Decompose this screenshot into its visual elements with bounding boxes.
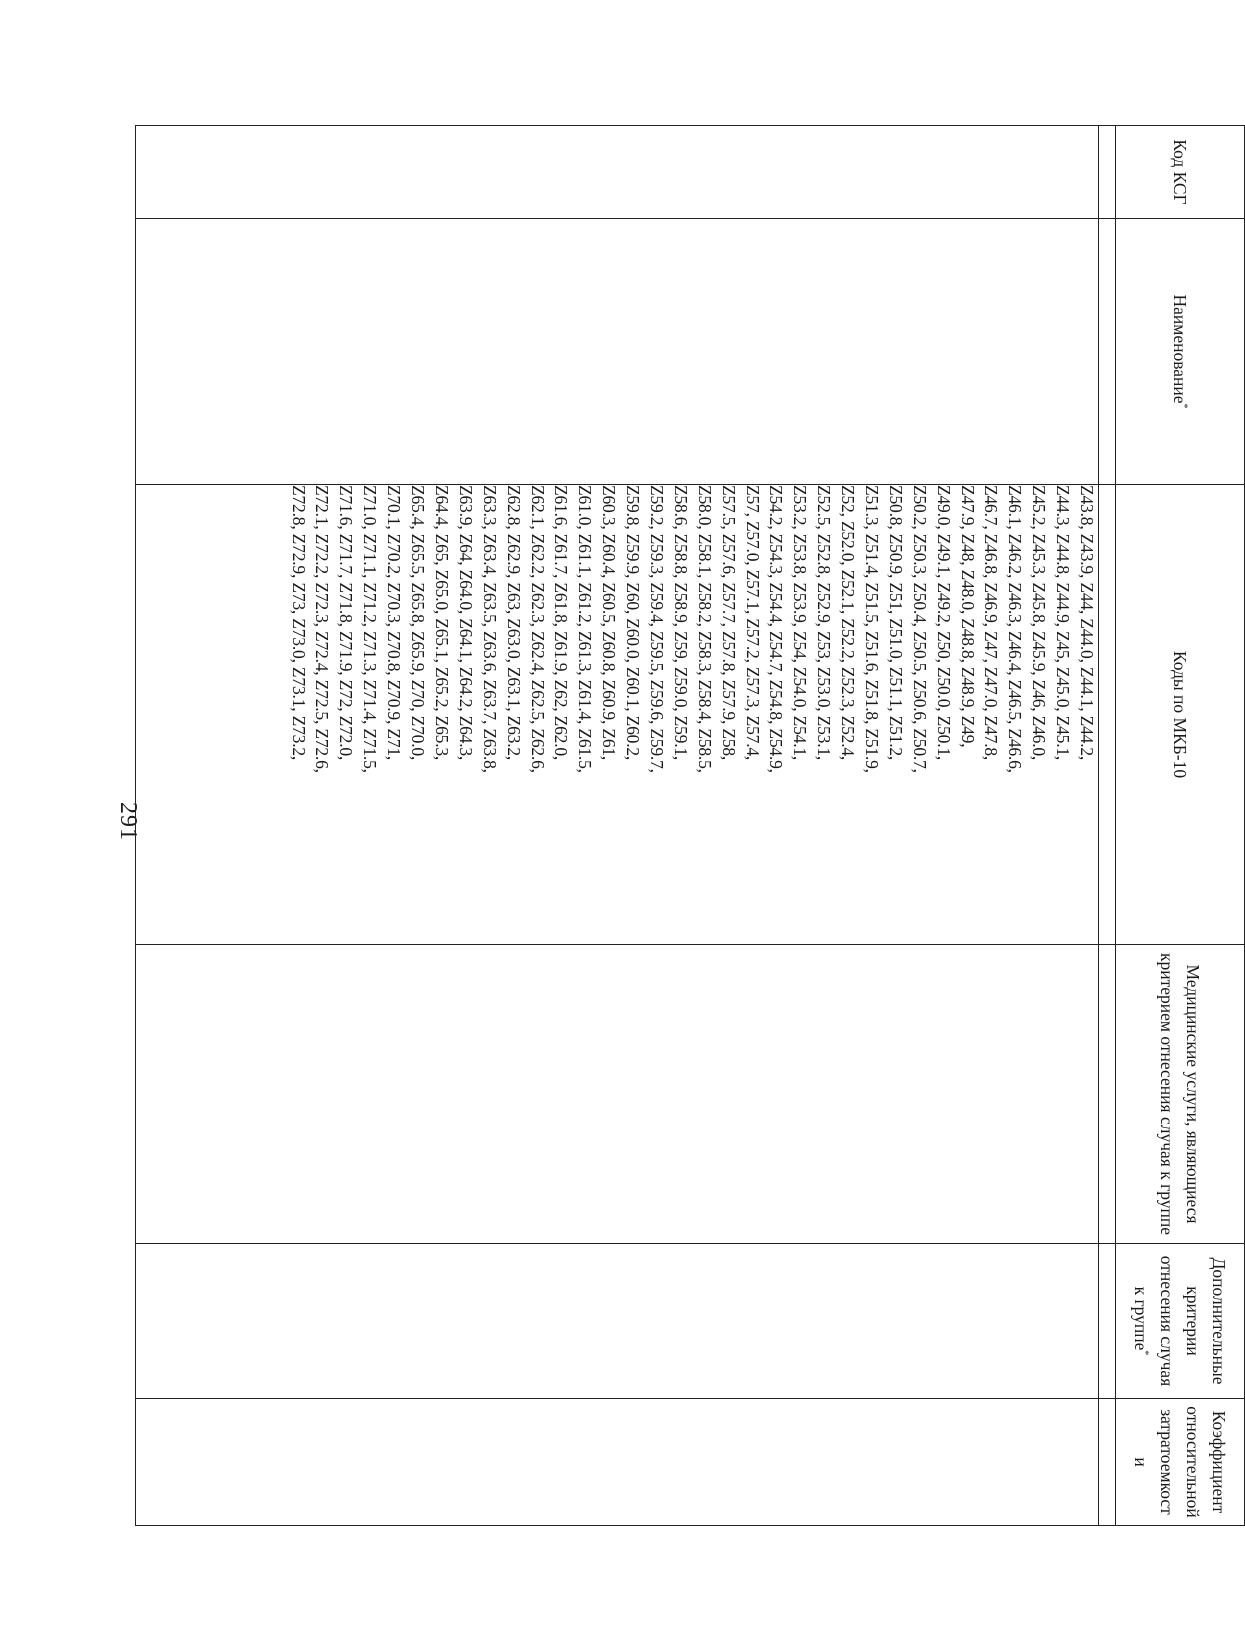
mkb-code-line: Z57, Z57.0, Z57.1, Z57.2, Z57.3, Z57.4, (742, 485, 763, 761)
header-services (1116, 945, 1245, 1244)
mkb-code-line: Z44.3, Z44.8, Z44.9, Z45, Z45.0, Z45.1, (1053, 485, 1074, 761)
header-name-footnote-mark: * (1177, 403, 1189, 409)
mkb-code-line: Z52, Z52.0, Z52.1, Z52.2, Z52.3, Z52.4, (838, 485, 859, 761)
coef-cell (136, 1399, 1099, 1526)
mkb-code-line: Z64.4, Z65, Z65.0, Z65.1, Z65.2, Z65.3, (431, 485, 452, 761)
mkb-code-line: Z54.2, Z54.3, Z54.4, Z54.7, Z54.8, Z54.9, (766, 485, 787, 773)
mkb-code-line: Z58.6, Z58.8, Z58.9, Z59, Z59.0, Z59.1, (670, 485, 691, 761)
header-ksg-code-text: Код КСГ (1170, 139, 1190, 205)
header-name-text: Наименование (1170, 294, 1190, 404)
mkb-code-line: Z52.5, Z52.8, Z52.9, Z53, Z53.0, Z53.1, (814, 485, 835, 761)
header-criteria-text: Дополнительные критерии отнесения случая к группе (1131, 1255, 1229, 1387)
mkb-code-line: Z50.2, Z50.3, Z50.4, Z50.5, Z50.6, Z50.7, (909, 485, 930, 773)
numbering-cell (1099, 485, 1116, 945)
mkb-code-line: Z61.6, Z61.7, Z61.8, Z61.9, Z62, Z62.0, (551, 485, 572, 761)
mkb-code-line: Z65.4, Z65.5, Z65.8, Z65.9, Z70, Z70.0, (408, 485, 429, 761)
mkb-code-line: Z59.8, Z59.9, Z60, Z60.0, Z60.1, Z60.2, (623, 485, 644, 761)
mkb-code-line: Z63.3, Z63.4, Z63.5, Z63.6, Z63.7, Z63.8, (479, 485, 500, 773)
mkb-code-line: Z43.8, Z43.9, Z44, Z44.0, Z44.1, Z44.2, (1077, 485, 1097, 761)
numbering-cell (1099, 1244, 1116, 1399)
header-coef (1116, 1399, 1245, 1526)
header-mkb-codes-text: Коды по МКБ-10 (1170, 650, 1190, 779)
mkb-code-line: Z72.1, Z72.2, Z72.3, Z72.4, Z72.5, Z72.6, (312, 485, 333, 773)
mkb-code-line: Z57.5, Z57.6, Z57.7, Z57.8, Z57.9, Z58, (718, 485, 739, 761)
header-criteria (1116, 1244, 1245, 1399)
mkb-code-line: Z58.0, Z58.1, Z58.2, Z58.3, Z58.4, Z58.5, (694, 485, 715, 773)
mkb-code-line: Z59.2, Z59.3, Z59.4, Z59.5, Z59.6, Z59.7, (646, 485, 667, 773)
ksg-table (135, 125, 1245, 1526)
mkb-code-line: Z46.1, Z46.2, Z46.3, Z46.4, Z46.5, Z46.6, (1005, 485, 1026, 773)
header-services-text: Медицинские услуги, являющиеся критерием отнесения случая к группе (1157, 952, 1203, 1236)
numbering-cell (1099, 219, 1116, 485)
mkb-code-line: Z45.2, Z45.3, Z45.8, Z45.9, Z46, Z46.0, (1029, 485, 1050, 761)
numbering-row (1099, 126, 1116, 1526)
mkb-code-line: Z53.2, Z53.8, Z53.9, Z54, Z54.0, Z54.1, (790, 485, 811, 761)
mkb-code-line: Z63.9, Z64, Z64.0, Z64.1, Z64.2, Z64.3, (455, 485, 476, 761)
mkb-code-line: Z47.9, Z48, Z48.0, Z48.8, Z48.9, Z49, (957, 485, 978, 748)
mkb-code-line: Z72.8, Z72.9, Z73, Z73.0, Z73.1, Z73.2, (288, 485, 309, 761)
mkb-code-line: Z70.1, Z70.2, Z70.3, Z70.8, Z70.9, Z71, (384, 485, 405, 761)
header-mkb-codes (1116, 485, 1245, 945)
header-name (1116, 219, 1245, 485)
header-ksg-code (1116, 126, 1245, 219)
mkb-code-line: Z49.0, Z49.1, Z49.2, Z50, Z50.0, Z50.1, (933, 485, 954, 761)
mkb-code-list (286, 485, 1098, 944)
mkb-code-line: Z62.1, Z62.2, Z62.3, Z62.4, Z62.5, Z62.6, (527, 485, 548, 773)
mkb-codes-cell (136, 485, 1099, 945)
services-cell (136, 945, 1099, 1244)
ksg-code-cell (136, 126, 1099, 219)
numbering-cell (1099, 126, 1116, 219)
mkb-code-line: Z71.0, Z71.1, Z71.2, Z71.3, Z71.4, Z71.5, (360, 485, 381, 773)
header-row (1116, 126, 1245, 1526)
page-number: 291 (115, 802, 141, 841)
mkb-code-line: Z71.6, Z71.7, Z71.8, Z71.9, Z72, Z72.0, (336, 485, 357, 761)
mkb-code-line: Z60.3, Z60.4, Z60.5, Z60.8, Z60.9, Z61, (599, 485, 620, 761)
name-cell (136, 219, 1099, 485)
criteria-cell (136, 1244, 1099, 1399)
numbering-cell (1099, 945, 1116, 1244)
mkb-code-line: Z46.7, Z46.8, Z46.9, Z47, Z47.0, Z47.8, (981, 485, 1002, 761)
mkb-code-line: Z61.0, Z61.1, Z61.2, Z61.3, Z61.4, Z61.5, (575, 485, 596, 773)
mkb-code-line: Z50.8, Z50.9, Z51, Z51.0, Z51.1, Z51.2, (885, 485, 906, 761)
header-coef-text: Коэффициент относительной затратоемкост и (1131, 1406, 1229, 1518)
numbering-cell (1099, 1399, 1116, 1526)
header-criteria-footnote-mark: * (1138, 1350, 1150, 1356)
table-row (136, 126, 1099, 1526)
document-sheet (135, 125, 1245, 1525)
mkb-code-line: Z51.3, Z51.4, Z51.5, Z51.6, Z51.8, Z51.9, (861, 485, 882, 773)
mkb-code-line: Z62.8, Z62.9, Z63, Z63.0, Z63.1, Z63.2, (503, 485, 524, 761)
